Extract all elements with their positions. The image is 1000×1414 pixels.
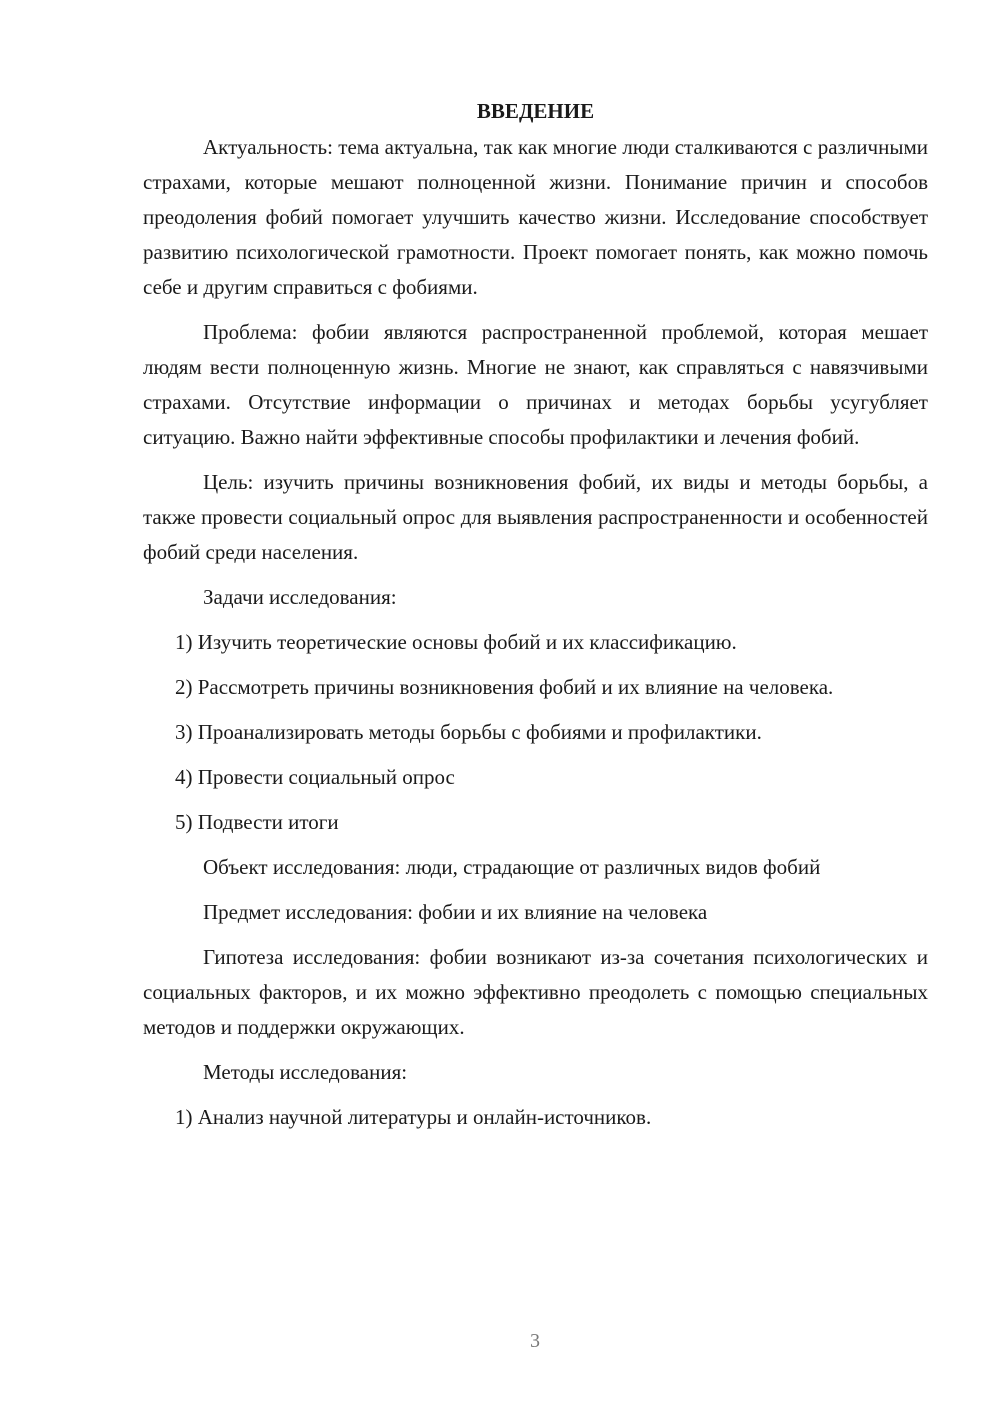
methods-heading: Методы исследования: bbox=[203, 1060, 408, 1084]
tasks-heading: Задачи исследования: bbox=[203, 585, 397, 609]
task-item: 4) Провести социальный опрос bbox=[175, 765, 455, 789]
task-item: 3) Проанализировать методы борьбы с фобиями и профилактики. bbox=[175, 720, 762, 744]
task-item: 5) Подвести итоги bbox=[175, 810, 339, 834]
method-item: 1) Анализ научной литературы и онлайн-источников. bbox=[175, 1105, 652, 1129]
task-item: 2) Рассмотреть причины возникновения фобий и их влияние на человека. bbox=[175, 675, 834, 699]
problem-paragraph: Проблема: фобии являются распространенной проблемой, которая мешает людям вести полноценную жизнь. Многие не знают, как справляться с навязчивыми страхами. Отсутствие информации о причинах и методах борьбы усугубляет ситуацию. Важно найти эффективные способы профилактики и лечения фобий. bbox=[143, 320, 928, 449]
subject-paragraph: Предмет исследования: фобии и их влияние на человека bbox=[203, 900, 708, 924]
page-number: 3 bbox=[530, 1330, 540, 1352]
relevance-paragraph: Актуальность: тема актуальна, так как многие люди сталкиваются с различными страхами, которые мешают полноценной жизни. Понимание причин и способов преодоления фобий помогает улучшить качество жизни. Исследование способствует развитию психологической грамотности. Проект помогает понять, как можно помочь себе и другим справиться с фобиями. bbox=[143, 135, 928, 299]
task-item: 1) Изучить теоретические основы фобий и их классификацию. bbox=[175, 630, 737, 654]
page-content bbox=[143, 96, 928, 1145]
goal-paragraph: Цель: изучить причины возникновения фобий, их виды и методы борьбы, а также провести социальный опрос для выявления распространенности и особенностей фобий среди населения. bbox=[143, 470, 928, 564]
object-paragraph: Объект исследования: люди, страдающие от различных видов фобий bbox=[203, 855, 821, 879]
section-title: ВВЕДЕНИЕ bbox=[476, 99, 595, 123]
hypothesis-paragraph: Гипотеза исследования: фобии возникают из-за сочетания психологических и социальных факторов, и их можно эффективно преодолеть с помощью специальных методов и поддержки окружающих. bbox=[143, 945, 928, 1039]
